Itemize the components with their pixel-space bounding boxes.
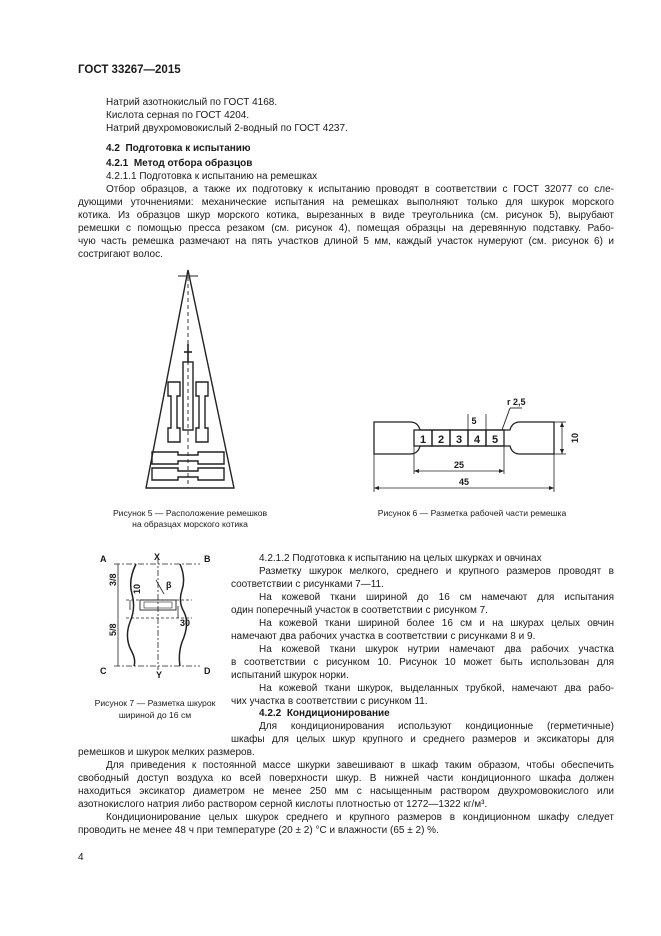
paragraph-line: Разметку шкурок мелкого, среднего и крупного размеров проводят в: [259, 566, 614, 577]
label-b: B: [204, 554, 211, 564]
paragraph-line: находиться эксикатор диаметром не менее 250 мм с насыщенным раствором двухромовокислого или: [78, 786, 614, 797]
label-3-8: 3/8: [108, 573, 118, 586]
section-number: 4.2.2: [259, 708, 282, 719]
paragraph-line: На кожевой ткани шириной более 16 см и на шкурах целых овчин: [259, 618, 614, 629]
paragraph-line: Кондиционирование целых шкурок среднего и крупного размеров в кондиционном шкафу следует: [106, 812, 614, 823]
paragraph-line: шкафы для целых шкур крупного и среднего размеров и эксикаторы для: [231, 734, 614, 745]
paragraph-line: состригают волос.: [78, 249, 163, 260]
section-4-2-2-heading: [259, 707, 390, 720]
section-label: 1: [419, 434, 427, 446]
section-4-2-heading: [106, 142, 251, 155]
paragraph-line: намечают два рабочих участка в соответствии с рисунками 8 и 9.: [231, 631, 536, 642]
label-30: 30: [180, 618, 191, 628]
section-number: 4.2: [106, 143, 120, 154]
paragraph-line: ремешков и шкурок мелких размеров.: [78, 747, 255, 758]
figure-5-caption-line: на образцах морского котика: [132, 519, 248, 529]
label-10: 10: [132, 583, 142, 594]
figure-7-caption-line: шириной до 16 см: [118, 710, 192, 720]
section-4-2-1-1-heading: 4.2.1.1 Подготовка к испытанию на ремешках: [106, 171, 318, 182]
label-c: C: [100, 666, 107, 676]
paragraph-line: ремешки с помощью пресса резаком (см. рисунок 4), помещая образцы на деревянную подставку. Рабо-: [78, 223, 614, 234]
dim-section: 5: [471, 416, 477, 426]
section-label: 2: [437, 434, 445, 446]
dim-height: 10: [570, 432, 580, 444]
label-y: Y: [156, 670, 163, 680]
section-title: Метод отбора образцов: [133, 158, 253, 169]
dim-work: 25: [453, 460, 465, 470]
figure-6-drawing: [362, 392, 582, 496]
paragraph-line: чую часть ремешка размечают на пять участков длиной 5 мм, каждый участок нумеруют (см. рисунок 6) и: [78, 236, 614, 247]
paragraph-line: дующими уточнениями: механические испытания на ремешках выполняют только для шкурок морского: [78, 197, 614, 208]
paragraph-line: в соответствии с рисунком 10. Рисунок 10 может быть использован для: [231, 657, 614, 668]
label-beta: β: [166, 580, 172, 590]
paragraph-line: испытаний шкурок норки.: [231, 670, 349, 681]
figure-7-drawing: [96, 550, 218, 682]
paragraph-line: свободный доступ воздуха ко всей поверхности шкур. В нижней части кондиционного шкафа должен: [78, 773, 614, 784]
section-label: 4: [473, 434, 481, 446]
label-5-8: 5/8: [108, 623, 118, 636]
label-d: D: [204, 666, 211, 676]
figure-5-caption-line: Рисунок 5 — Расположение ремешков: [112, 508, 268, 518]
dim-radius: r 2,5: [507, 397, 526, 407]
reagent-line: Натрий двухромовокислый 2-водный по ГОСТ 4237.: [106, 123, 348, 134]
reagent-line: Натрий азотнокислый по ГОСТ 4168.: [106, 97, 278, 108]
reagent-line: Кислота серная по ГОСТ 4204.: [106, 110, 250, 121]
section-4-2-1-heading: [106, 157, 252, 170]
paragraph-line: На кожевой ткани шкурок нутрии намечают два рабочих участка: [259, 644, 614, 655]
paragraph-line: На кожевой ткани шириной до 16 см намечают для испытания: [259, 592, 614, 603]
figure-7-caption-line: Рисунок 7 — Разметка шкурок: [94, 698, 216, 708]
section-number: 4.2.1: [106, 158, 129, 169]
paragraph-line: соответствии с рисунками 7—11.: [231, 579, 384, 590]
section-title: Кондиционирование: [286, 708, 390, 719]
paragraph-line: Для кондиционирования используют кондиционные (герметичные): [259, 721, 614, 732]
paragraph-line: азотнокислого натрия либо раствором серной кислоты плотностью от 1272—1322 кг/м³.: [78, 799, 488, 810]
doc-header: ГОСТ 33267—2015: [78, 64, 181, 76]
figure-6-caption: Рисунок 6 — Разметка рабочей части ремешка: [377, 508, 567, 518]
figure-5-drawing: [140, 266, 240, 498]
label-x: X: [154, 552, 161, 562]
paragraph-line: проводить не менее 48 ч при температуре (20 ± 2) °С и влажности (65 ± 2) %.: [78, 825, 439, 836]
paragraph-line: Отбор образцов, а также их подготовку к испытанию проводят в соответствии с ГОСТ 32077 со сле-: [106, 184, 614, 195]
section-label: 5: [491, 434, 499, 446]
section-4-2-1-2-heading: 4.2.1.2 Подготовка к испытанию на целых шкурках и овчинах: [259, 553, 542, 564]
paragraph-line: Для приведения к постоянной массе шкурки завешивают в шкаф таким образом, чтобы обеспечить: [106, 760, 614, 771]
section-label: 3: [455, 434, 463, 446]
paragraph-line: один поперечный участок в соответствии с рисунком 7.: [231, 605, 488, 616]
dim-total: 45: [458, 477, 470, 487]
paragraph-line: На кожевой ткани шкурок, выделанных трубкой, намечают два рабо-: [259, 683, 614, 694]
page-number: 4: [78, 852, 84, 863]
label-a: A: [100, 554, 107, 564]
paragraph-line: котика. Из образцов шкур морского котика, вырезанных в виде треугольника (см. рисунок 5), вырубают: [78, 210, 614, 221]
paragraph-line: чих участка в соответствии с рисунком 11.: [231, 696, 428, 707]
section-title: Подготовка к испытанию: [125, 143, 251, 154]
